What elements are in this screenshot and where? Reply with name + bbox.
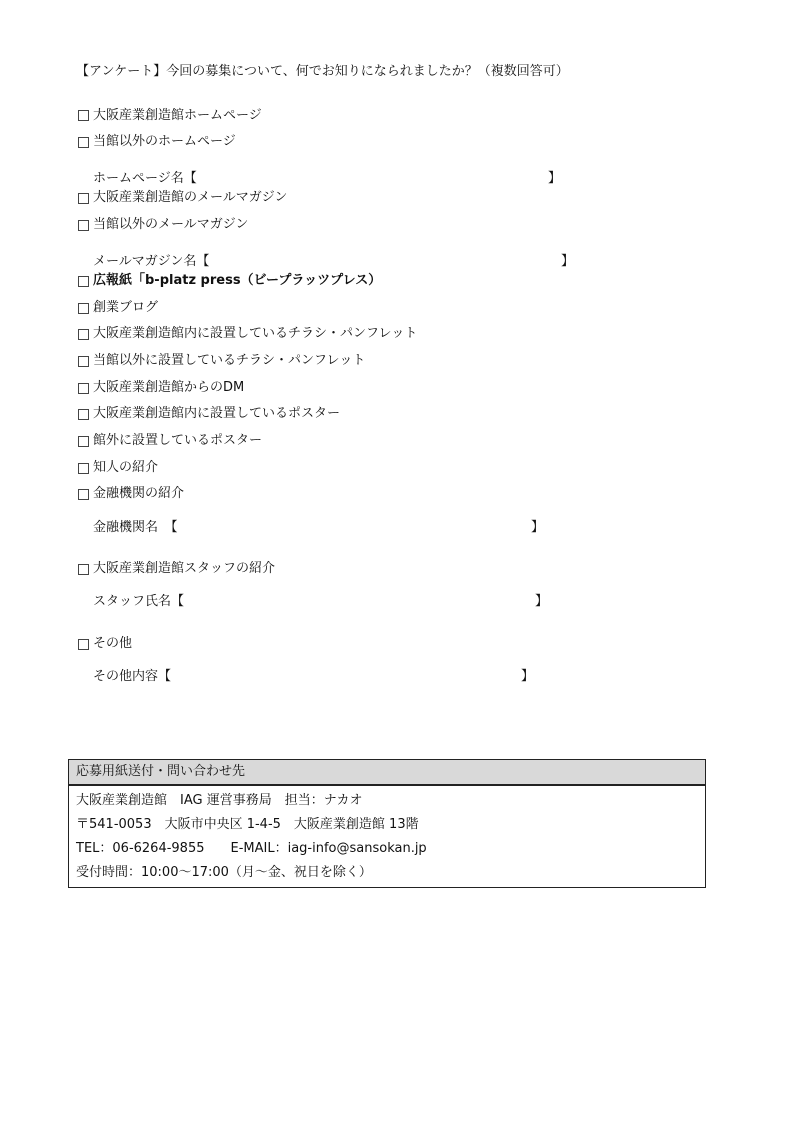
close-bracket: 】 — [535, 594, 549, 609]
checkbox-acquaintance[interactable] — [78, 463, 89, 474]
contact-hours: 受付時間：10:00～17:00（月～金、祝日を除く） — [76, 865, 372, 880]
bank-name-label: 金融機関名 【 — [93, 520, 178, 535]
option-label: 大阪産業創造館内に設置しているチラシ・パンフレット — [93, 326, 418, 341]
contact-tel-email: TEL：06-6264-9855 E-MAIL：iag-info@sansokan.jp — [76, 841, 427, 856]
checkbox-homepage[interactable] — [78, 110, 89, 121]
option-label: 大阪産業創造館からのDM — [93, 380, 245, 395]
checkbox-dm[interactable] — [78, 383, 89, 394]
option-label: 当館以外のホームページ — [93, 134, 236, 149]
contact-box — [68, 759, 706, 888]
option-label: 当館以外のメールマガジン — [93, 217, 249, 232]
contact-address: 〒541-0053 大阪市中央区 1-4-5 大阪産業創造館 13階 — [76, 817, 419, 832]
other-content-label: その他内容【 — [93, 669, 172, 684]
contact-header: 応募用紙送付・問い合わせ先 — [69, 760, 705, 786]
checkbox-other-homepage[interactable] — [78, 137, 89, 148]
option-label: その他 — [93, 636, 133, 651]
contact-org: 大阪産業創造館 IAG 運営事務局 担当：ナカオ — [76, 793, 363, 808]
checkbox-staff[interactable] — [78, 564, 89, 575]
checkbox-flyer-outside[interactable] — [78, 356, 89, 367]
close-bracket: 】 — [548, 171, 562, 186]
checkbox-bank[interactable] — [78, 489, 89, 500]
checkbox-other-mail-magazine[interactable] — [78, 220, 89, 231]
checkbox-mail-magazine[interactable] — [78, 193, 89, 204]
option-label: 広報紙「b-platz press（ビープラッツプレス） — [93, 273, 382, 288]
homepage-name-label: ホームページ名【 — [93, 171, 197, 186]
checkbox-poster-outside[interactable] — [78, 436, 89, 447]
checkbox-b-platz-press[interactable] — [78, 276, 89, 287]
magazine-name-label: メールマガジン名【 — [93, 254, 210, 269]
checkbox-poster-inside[interactable] — [78, 409, 89, 420]
option-label: 当館以外に設置しているチラシ・パンフレット — [93, 353, 366, 368]
option-label: 大阪産業創造館スタッフの紹介 — [93, 561, 276, 576]
checkbox-sogyo-blog[interactable] — [78, 303, 89, 314]
checkbox-flyer-inside[interactable] — [78, 329, 89, 340]
staff-name-label: スタッフ氏名【 — [93, 594, 185, 609]
checkbox-other[interactable] — [78, 639, 89, 650]
close-bracket: 】 — [521, 669, 535, 684]
option-label: 大阪産業創造館内に設置しているポスター — [93, 406, 341, 421]
option-label: 知人の紹介 — [93, 460, 159, 475]
survey-question: 【アンケート】今回の募集について、何でお知りになられましたか？（複数回答可） — [76, 64, 569, 79]
close-bracket: 】 — [531, 520, 545, 535]
option-label: 金融機関の紹介 — [93, 486, 185, 501]
option-label: 大阪産業創造館ホームページ — [93, 108, 262, 123]
option-label: 大阪産業創造館のメールマガジン — [93, 190, 288, 205]
option-label: 館外に設置しているポスター — [93, 433, 263, 448]
close-bracket: 】 — [561, 254, 575, 269]
option-label: 創業ブログ — [93, 300, 159, 315]
